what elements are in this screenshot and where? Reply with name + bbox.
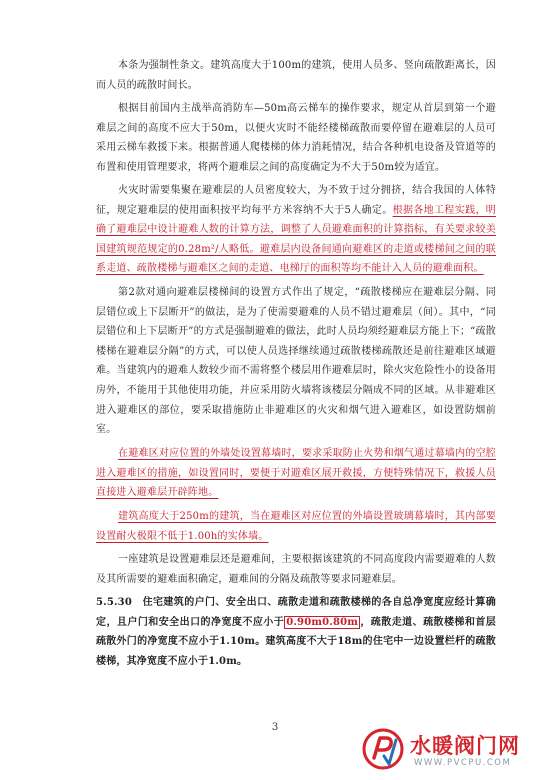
paragraph-5-red-annotation: 在避难区对应位置的外墙处设置幕墙时，要求采取防止火势和烟气通过幕墙内的空腔进入避难区的措施，如设置同时，要便于对避难区展开救援，方便特殊情况下，救援人员直接进入避难层开辟阵地。 [96,448,496,499]
pv-logo-icon [362,728,404,770]
paragraph-1: 本条为强制性条文。建筑高度大于100m的建筑，使用人员多、竖向疏散距离长，因而人员的疏散时间长。 [96,60,496,91]
page-number: 3 [271,722,279,733]
clause-boxed-value: 0.90m0.80m [286,616,359,628]
paragraph-7: 一座建筑是设置避难层还是避难间，主要根据该建筑的不同高度段内需要避难的人数及其所需要的避难面积确定，避难间的分隔及疏散等要求同避难层。 [96,554,496,585]
watermark-text: 水暖阀门网 [410,734,520,758]
paragraph-8-clause-5-5-30 [96,593,496,671]
paragraph-3-red-annotation: 根据各地工程实践，明确了避难层中设计避难人数的计算方法，调整了人员避难面积的计算指标，有关要求较美国建筑规范规定的0.28m²/人略低。避难层内设备间通向避难区的走道或楼梯间之间的联系走道、疏散楼梯与避难区之间的走道、电梯厅的面积等均不能计入人员的避难面积。 [96,204,497,275]
paragraph-3-text: 火灾时需要集聚在避难层的人员密度较大，为不致于过分拥挤，结合我国的人体特征，规定避难层的使用面积按平均每平方米容纳不大于5人确定。 [96,185,496,216]
paragraph-2: 根据目前国内主战举高消防车—50m高云梯车的操作要求，规定从首层到第一个避难层之间的高度不应大于50m，以便火灾时不能经楼梯疏散而要停留在避难层的人员可采用云梯车救援下来。根据普通人爬楼梯的体力消耗情况，结合各种机电设备及管道等的布置和使用管理要求，将两个避难层之间的高度确定为不大于50m较为适宜。 [96,103,496,173]
watermark [362,726,542,776]
watermark-url: WWW.PVCPU.COM [414,758,512,768]
paragraph-4: 第2款对通向避难层楼梯间的设置方式作出了规定，“疏散楼梯应在避难层分隔、同层错位或上下层断开”的做法，是为了使需要避难的人员不错过避难层（间）。其中，“同层错位和上下层断开”的方式是强制避难的做法，此时人员均须经避难层方能上下；“疏散楼梯在避难层分隔”的方式，可以使人员选择继续通过疏散楼梯疏散还是前往避难区域避难。当建筑内的避难人数较少而不需将整个楼层用作避难层时，除火灾危险性小的设备用房外，不能用于其他使用功能，并应采用防火墙将该楼层分隔成不同的区域。从非避难区进入避难区的部位，要采取措施防止非避难区的火灾和烟气进入避难区，如设置防烟前室。 [96,287,496,436]
clause-text-a: 5.5.30 住宅建筑的户门、安全出口、疏散走道和疏散楼梯的各自总净宽度应经计算确定，且户门和安全出口的净宽度不应小于 [96,597,496,628]
paragraph-6-red-annotation: 建筑高度大于250m的建筑，当在避难区对应位置的外墙设置玻璃幕墙时，其内部要设置耐火极限不低于1.00h的实体墙。 [96,511,496,542]
paragraph-3 [96,181,496,279]
clause-text-b: ，疏散走道、疏散楼梯和首层疏散外门的净宽度不应小于1.10m。建筑高度不大于18m的住宅中一边设置栏杆的疏散楼梯，其净宽度不应小于1.0m。 [96,616,496,667]
